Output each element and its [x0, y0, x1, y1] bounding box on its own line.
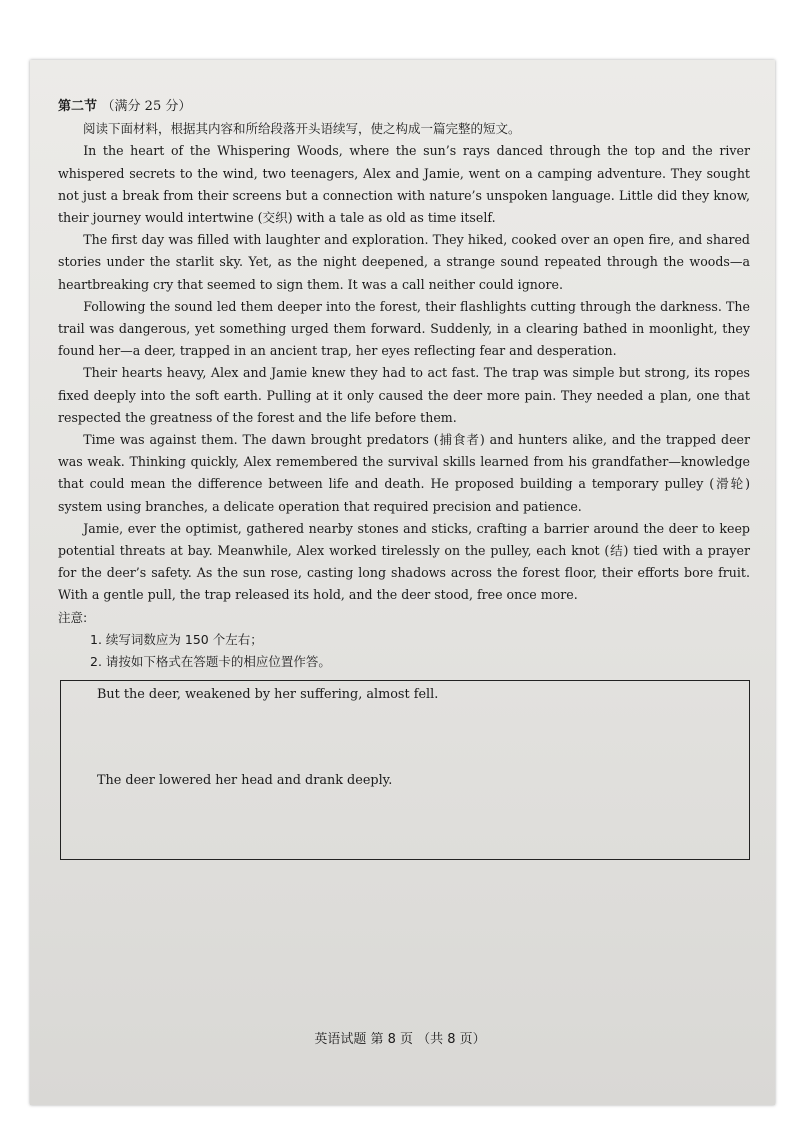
story-paragraph-6: Jamie, ever the optimist, gathered nearby stones and sticks, crafting a barrier around the deer to keep potential threats at bay. Meanwhile, Alex worked tirelessly on the pulley, each knot (结) tied with a prayer for the deer’s safety. As the sun rose, casting long shadows across the forest floor, their efforts bore fruit. With a gentle pull, the trap released its hold, and the deer stood, free once more. [58, 520, 750, 603]
section-heading [58, 96, 750, 118]
story-paragraph-4: Their hearts heavy, Alex and Jamie knew they had to act fast. The trap was simple but strong, its ropes fixed deeply into the soft earth. Pulling at it only caused the deer more pain. They needed a plan, one that respected the greatness of the forest and the life before them. [58, 365, 750, 425]
section-score: （满分 25 分） [101, 99, 192, 114]
paragraph-opening-2: The deer lowered her head and drank deeply. [97, 773, 393, 788]
story-paragraph-1: In the heart of the Whispering Woods, where the sun’s rays danced through the top and the river whispered secrets to the wind, two teenagers, Alex and Jamie, went on a camping adventure. They sought not just a break from their screens but a connection with nature’s unspoken language. Little did they know, their journey would intertwine (交织) with a tale as old as time itself. [58, 143, 750, 226]
page-footer: 英语试题 第 8 页 （共 8 页） [314, 1032, 486, 1047]
story-paragraph-3: Following the sound led them deeper into the forest, their flashlights cutting through the darkness. The trail was dangerous, yet something urged them forward. Suddenly, in a clearing bathed in moonlight, they found her—a deer, trapped in an ancient trap, her eyes reflecting fear and desperation. [58, 298, 750, 359]
continuation-writing-section [58, 96, 750, 673]
story-paragraph-5: Time was against them. The dawn brought predators (捕食者) and hunters alike, and the trapped deer was weak. Thinking quickly, Alex remembered the survival skills learned from his grandfather—knowledge that could mean the difference between life and death. He proposed building a temporary pulley (滑轮) system using branches, a delicate operation that required precision and patience. [58, 432, 750, 514]
section-title: 第二节 [58, 99, 98, 114]
note-item-format: 2. 请按如下格式在答题卡的相应位置作答。 [90, 654, 331, 670]
paragraph-opening-1: But the deer, weakened by her suffering, almost fell. [97, 687, 439, 702]
task-instruction: 阅读下面材料，根据其内容和所给段落开头语续写，使之构成一篇完整的短文。 [83, 121, 521, 137]
answer-format-box [60, 680, 750, 860]
notes-heading: 注意: [58, 609, 88, 625]
story-paragraph-2: The first day was filled with laughter and exploration. They hiked, cooked over an open fire, and shared stories under the starlit sky. Yet, as the night deepened, a strange sound repeated through the woods—a heartbreaking cry that seemed to sign them. It was a call neither could ignore. [58, 232, 750, 292]
note-item-word-count: 1. 续写词数应为 150 个左右； [90, 631, 263, 647]
